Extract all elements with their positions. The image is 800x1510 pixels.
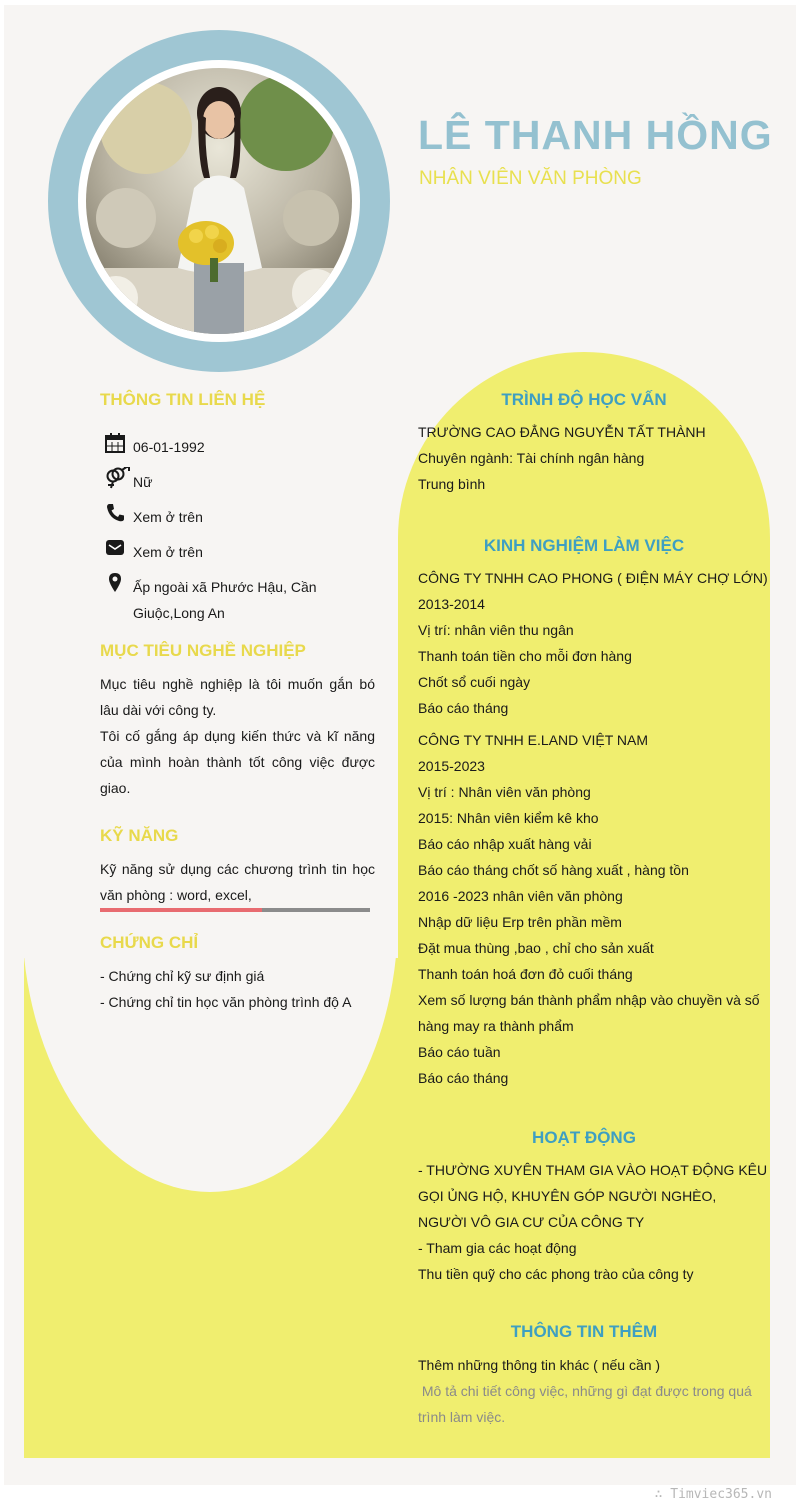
job-line: Báo cáo tháng (418, 700, 509, 716)
calendar-icon (104, 432, 128, 454)
experience-job-1 (418, 565, 768, 721)
address-text: Ấp ngoài xã Phước Hậu, Cần Giuộc,Long An (133, 579, 317, 621)
job-period: 2013-2014 (418, 596, 485, 612)
objective-line: Tôi cố gắng áp dụng kiến thức và kĩ năng của mình hoàn thành tốt công việc được giao. (100, 728, 375, 796)
job-line: Báo cáo nhập xuất hàng vải (418, 836, 592, 852)
experience-heading: KINH NGHIỆM LÀM VIỆC (483, 536, 685, 555)
extra-line: Thêm những thông tin khác ( nếu cần ) (418, 1357, 661, 1373)
certificate-item: - Chứng chỉ kỹ sư định giá (100, 968, 265, 984)
email-text: Xem ở trên (133, 544, 203, 560)
job-line: Xem số lượng bán thành phẩm nhập vào chuyền và số hàng may ra thành phẩm (418, 992, 760, 1034)
job-line: Báo cáo tháng chốt số hàng xuất , hàng tồn (418, 862, 689, 878)
experience-job-2 (418, 727, 768, 1091)
contact-phone (104, 502, 394, 528)
gender-icon (104, 467, 128, 489)
job-company: CÔNG TY TNHH E.LAND VIỆT NAM (418, 732, 649, 748)
job-company: CÔNG TY TNHH CAO PHONG ( ĐIỆN MÁY CHỢ LỚN) (418, 570, 768, 586)
extra-heading: THÔNG TIN THÊM (510, 1322, 658, 1341)
job-line: Báo cáo tháng (418, 1070, 509, 1086)
activities-list (418, 1157, 768, 1287)
candidate-name: LÊ THANH HỒNG (418, 112, 773, 158)
phone-text: Xem ở trên (133, 509, 203, 525)
job-line: Thanh toán hoá đơn đỏ cuối tháng (418, 966, 633, 982)
job-line: Thanh toán tiền cho mỗi đơn hàng (418, 648, 632, 664)
job-line: Chốt sổ cuối ngày (418, 674, 531, 690)
activity-line: - THƯỜNG XUYÊN THAM GIA VÀO HOẠT ĐỘNG KÊU GỌI ỦNG HỘ, KHUYÊN GÓP NGƯỜI NGHÈO, NGƯỜI VÔ GIA CƯ CỦA CÔNG TY (418, 1162, 768, 1230)
activity-line: Thu tiền quỹ cho các phong trào của công ty (418, 1266, 694, 1282)
job-line: Vị trí : Nhân viên văn phòng (418, 784, 591, 800)
contact-heading: THÔNG TIN LIÊN HỆ (100, 390, 266, 409)
email-icon (104, 537, 128, 559)
gender-text: Nữ (133, 474, 153, 490)
phone-icon (104, 502, 128, 524)
objective-line: Mục tiêu nghề nghiệp là tôi muốn gắn bó lâu dài với công ty. (100, 676, 375, 718)
watermark: ∴ Timviec365.vn (654, 1487, 772, 1502)
job-line: Báo cáo tuần (418, 1044, 501, 1060)
job-period: 2015-2023 (418, 758, 485, 774)
objective-heading: MỤC TIÊU NGHỀ NGHIỆP (100, 641, 306, 660)
job-line: Vị trí: nhân viên thu ngân (418, 622, 574, 638)
skill-level-bar (100, 908, 370, 912)
certificates-list (100, 963, 375, 1015)
contact-address (104, 572, 394, 624)
education-line: Chuyên ngành: Tài chính ngân hàng (418, 450, 645, 466)
location-pin-icon (104, 572, 128, 594)
skills-text: Kỹ năng sử dụng các chương trình tin học văn phòng : word, excel, (100, 861, 375, 903)
birthday-text: 06-01-1992 (133, 439, 205, 455)
extra-description: Mô tả chi tiết công việc, những gì đạt được trong quá trình làm việc. (418, 1383, 756, 1425)
certificates-heading: CHỨNG CHỈ (100, 933, 199, 952)
job-line: 2015: Nhân viên kiểm kê kho (418, 810, 599, 826)
contact-birthday (104, 432, 394, 458)
job-line: Đặt mua thùng ,bao , chỉ cho sản xuất (418, 940, 654, 956)
education-line: TRƯỜNG CAO ĐẲNG NGUYỄN TẤT THÀNH (418, 424, 706, 440)
contact-email (104, 537, 394, 563)
job-line: Nhập dữ liệu Erp trên phần mềm (418, 914, 622, 930)
job-line: 2016 -2023 nhân viên văn phòng (418, 888, 623, 904)
education-heading: TRÌNH ĐỘ HỌC VẤN (501, 390, 667, 409)
skills-heading: KỸ NĂNG (100, 826, 179, 845)
extra-info (418, 1352, 768, 1430)
education-list (418, 419, 768, 497)
certificate-item: - Chứng chỉ tin học văn phòng trình độ A (100, 994, 352, 1010)
avatar-photo (86, 68, 352, 334)
activity-line: - Tham gia các hoạt động (418, 1240, 577, 1256)
skill-level-fill (100, 908, 262, 912)
activities-heading: HOẠT ĐỘNG (532, 1128, 636, 1147)
education-line: Trung bình (418, 476, 486, 492)
job-title: NHÂN VIÊN VĂN PHÒNG (419, 168, 642, 189)
contact-gender (104, 467, 394, 493)
objective-text (100, 671, 375, 801)
